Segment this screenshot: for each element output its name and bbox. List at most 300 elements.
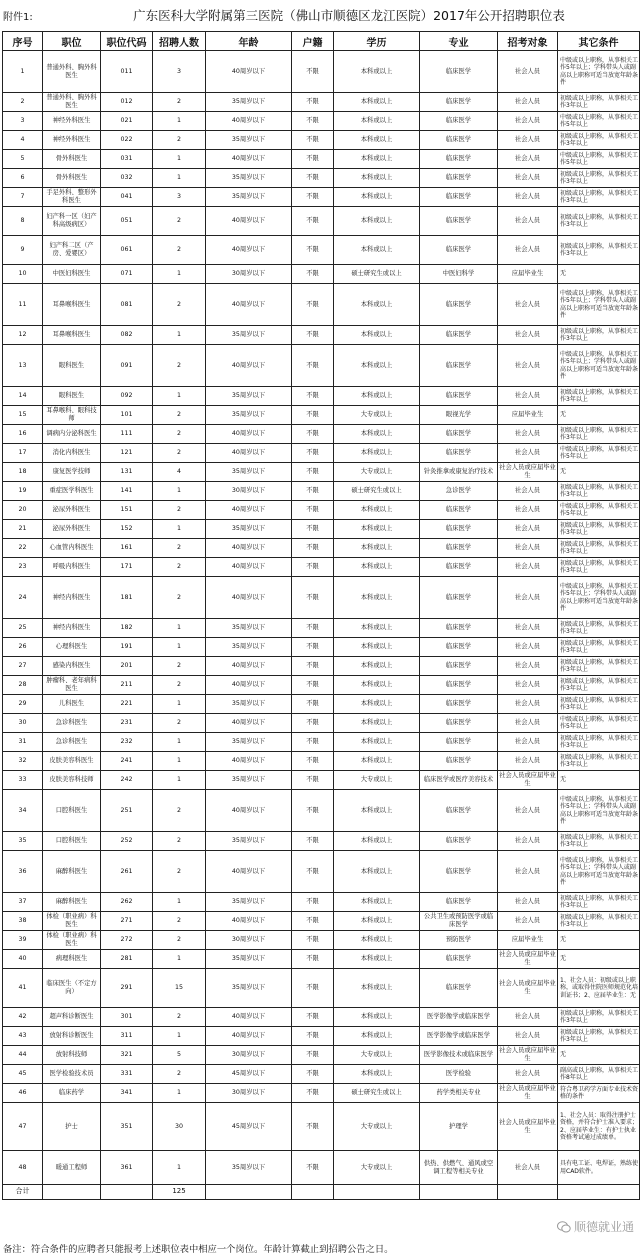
cell-other: 初级或以上职称，从事相关工作3年以上 bbox=[558, 169, 640, 188]
table-row bbox=[3, 1065, 640, 1084]
table-row bbox=[3, 406, 640, 425]
cell-position: 神经外科医生 bbox=[43, 131, 101, 150]
cell-index: 6 bbox=[3, 169, 43, 188]
col-header-code: 职位代码 bbox=[101, 32, 153, 51]
cell-education: 本科或以上 bbox=[334, 676, 420, 695]
cell-index: 28 bbox=[3, 676, 43, 695]
cell-other: 中级或以上职称，从事相关工作5年以上；学科带头人或副高以上职称可适当放宽年龄条件 bbox=[558, 51, 640, 93]
cell-index: 7 bbox=[3, 188, 43, 207]
total-empty-cell bbox=[498, 1185, 558, 1200]
table-row bbox=[3, 463, 640, 482]
cell-target: 社会人员 bbox=[498, 51, 558, 93]
cell-major: 临床医学 bbox=[420, 93, 498, 112]
table-row bbox=[3, 539, 640, 558]
table-row bbox=[3, 714, 640, 733]
cell-education: 大专或以上 bbox=[334, 1046, 420, 1065]
cell-code: 081 bbox=[101, 284, 153, 326]
cell-position: 超声科诊断医生 bbox=[43, 1008, 101, 1027]
cell-major: 临床医学 bbox=[420, 207, 498, 236]
cell-age: 40周岁以下 bbox=[206, 577, 292, 619]
cell-hukou: 不限 bbox=[292, 752, 334, 771]
cell-count: 1 bbox=[153, 619, 206, 638]
cell-index: 26 bbox=[3, 638, 43, 657]
cell-age: 40周岁以下 bbox=[206, 236, 292, 265]
cell-other: 初级或以上职称，从事相关工作3年以上 bbox=[558, 387, 640, 406]
cell-count: 1 bbox=[153, 150, 206, 169]
cell-target: 社会人员 bbox=[498, 676, 558, 695]
table-row bbox=[3, 501, 640, 520]
cell-other: 中级或以上职称，从事相关工作5年以上 bbox=[558, 501, 640, 520]
cell-age: 45周岁以下 bbox=[206, 1065, 292, 1084]
cell-other: 初级或以上职称，从事相关工作3年以上 bbox=[558, 657, 640, 676]
cell-hukou: 不限 bbox=[292, 326, 334, 345]
cell-education: 本科或以上 bbox=[334, 752, 420, 771]
cell-education: 本科或以上 bbox=[334, 893, 420, 912]
cell-count: 4 bbox=[153, 463, 206, 482]
cell-major: 眼视光学 bbox=[420, 406, 498, 425]
cell-hukou: 不限 bbox=[292, 387, 334, 406]
cell-hukou: 不限 bbox=[292, 1008, 334, 1027]
cell-other: 初级或以上职称，从事相关工作3年以上 bbox=[558, 695, 640, 714]
table-row bbox=[3, 284, 640, 326]
cell-code: 091 bbox=[101, 345, 153, 387]
cell-major: 针灸推拿或康复治疗技术 bbox=[420, 463, 498, 482]
cell-target: 社会人员 bbox=[498, 236, 558, 265]
cell-target: 社会人员或应届毕业生 bbox=[498, 463, 558, 482]
cell-index: 22 bbox=[3, 539, 43, 558]
cell-count: 30 bbox=[153, 1103, 206, 1151]
attachment-label: 附件1: bbox=[3, 12, 33, 23]
cell-count: 2 bbox=[153, 406, 206, 425]
cell-target: 社会人员 bbox=[498, 1027, 558, 1046]
cell-education: 本科或以上 bbox=[334, 790, 420, 832]
table-row bbox=[3, 131, 640, 150]
cell-major: 临床医学 bbox=[420, 695, 498, 714]
cell-code: 171 bbox=[101, 558, 153, 577]
cell-other: 中级或以上职称，从事相关工作5年以上 bbox=[558, 112, 640, 131]
cell-index: 25 bbox=[3, 619, 43, 638]
cell-hukou: 不限 bbox=[292, 112, 334, 131]
cell-age: 30周岁以下 bbox=[206, 1046, 292, 1065]
cell-other: 副高或以上职称，从事相关工作8年以上 bbox=[558, 1065, 640, 1084]
cell-code: 261 bbox=[101, 851, 153, 893]
cell-index: 36 bbox=[3, 851, 43, 893]
cell-position: 泌尿外科医生 bbox=[43, 501, 101, 520]
cell-count: 1 bbox=[153, 520, 206, 539]
cell-major: 临床医学 bbox=[420, 501, 498, 520]
cell-target: 社会人员 bbox=[498, 912, 558, 931]
cell-position: 口腔科医生 bbox=[43, 832, 101, 851]
cell-education: 本科或以上 bbox=[334, 558, 420, 577]
cell-other: 初级或以上职称，从事相关工作3年以上 bbox=[558, 733, 640, 752]
cell-major: 临床医学 bbox=[420, 326, 498, 345]
cell-index: 4 bbox=[3, 131, 43, 150]
cell-hukou: 不限 bbox=[292, 1065, 334, 1084]
cell-target: 社会人员或应届毕业生 bbox=[498, 1084, 558, 1103]
cell-hukou: 不限 bbox=[292, 236, 334, 265]
cell-other: 无 bbox=[558, 1046, 640, 1065]
cell-age: 40周岁以下 bbox=[206, 51, 292, 93]
cell-education: 本科或以上 bbox=[334, 425, 420, 444]
cell-count: 2 bbox=[153, 558, 206, 577]
cell-code: 032 bbox=[101, 169, 153, 188]
cell-major: 公共卫生或预防医学或临床医学 bbox=[420, 912, 498, 931]
cell-target: 应届毕业生 bbox=[498, 931, 558, 950]
cell-count: 1 bbox=[153, 1084, 206, 1103]
table-row bbox=[3, 150, 640, 169]
cell-major: 临床医学 bbox=[420, 345, 498, 387]
cell-count: 1 bbox=[153, 387, 206, 406]
cell-hukou: 不限 bbox=[292, 695, 334, 714]
cell-hukou: 不限 bbox=[292, 93, 334, 112]
cell-position: 泌尿外科医生 bbox=[43, 520, 101, 539]
cell-age: 35周岁以下 bbox=[206, 463, 292, 482]
cell-other: 中级或以上职称，从事相关工作5年以上；学科带头人或副高以上职称可适当放宽年龄条件 bbox=[558, 790, 640, 832]
cell-index: 45 bbox=[3, 1065, 43, 1084]
cell-age: 35周岁以下 bbox=[206, 520, 292, 539]
cell-other: 初级或以上职称，从事相关工作3年以上 bbox=[558, 131, 640, 150]
cell-age: 40周岁以下 bbox=[206, 912, 292, 931]
cell-major: 医学检验 bbox=[420, 1065, 498, 1084]
cell-index: 5 bbox=[3, 150, 43, 169]
cell-education: 本科或以上 bbox=[334, 520, 420, 539]
cell-position: 急诊科医生 bbox=[43, 733, 101, 752]
cell-position: 神经内科医生 bbox=[43, 619, 101, 638]
cell-age: 40周岁以下 bbox=[206, 444, 292, 463]
cell-target: 社会人员 bbox=[498, 326, 558, 345]
cell-education: 大专或以上 bbox=[334, 406, 420, 425]
cell-position: 中医妇科医生 bbox=[43, 265, 101, 284]
cell-code: 041 bbox=[101, 188, 153, 207]
cell-index: 34 bbox=[3, 790, 43, 832]
cell-index: 37 bbox=[3, 893, 43, 912]
col-header-position: 职位 bbox=[43, 32, 101, 51]
cell-code: 351 bbox=[101, 1103, 153, 1151]
cell-major: 临床医学 bbox=[420, 752, 498, 771]
cell-age: 35周岁以下 bbox=[206, 326, 292, 345]
cell-major: 临床医学 bbox=[420, 676, 498, 695]
cell-index: 13 bbox=[3, 345, 43, 387]
cell-major: 临床医学 bbox=[420, 236, 498, 265]
cell-code: 011 bbox=[101, 51, 153, 93]
cell-position: 调病内分泌科医生 bbox=[43, 425, 101, 444]
cell-count: 1 bbox=[153, 893, 206, 912]
cell-hukou: 不限 bbox=[292, 501, 334, 520]
cell-major: 临床医学 bbox=[420, 188, 498, 207]
cell-target: 应届毕业生 bbox=[498, 265, 558, 284]
cell-hukou: 不限 bbox=[292, 832, 334, 851]
cell-index: 12 bbox=[3, 326, 43, 345]
table-row bbox=[3, 619, 640, 638]
cell-position: 麻醉科医生 bbox=[43, 893, 101, 912]
cell-age: 35周岁以下 bbox=[206, 832, 292, 851]
cell-count: 1 bbox=[153, 771, 206, 790]
cell-target: 社会人员 bbox=[498, 188, 558, 207]
cell-education: 本科或以上 bbox=[334, 733, 420, 752]
table-row bbox=[3, 1027, 640, 1046]
cell-age: 35周岁以下 bbox=[206, 950, 292, 969]
cell-age: 35周岁以下 bbox=[206, 188, 292, 207]
cell-hukou: 不限 bbox=[292, 851, 334, 893]
total-empty-cell bbox=[101, 1185, 153, 1200]
cell-age: 40周岁以下 bbox=[206, 284, 292, 326]
cell-index: 17 bbox=[3, 444, 43, 463]
cell-code: 121 bbox=[101, 444, 153, 463]
col-header-hukou: 户籍 bbox=[292, 32, 334, 51]
cell-position: 口腔科医生 bbox=[43, 790, 101, 832]
cell-position: 临床药学 bbox=[43, 1084, 101, 1103]
cell-major: 临床医学 bbox=[420, 112, 498, 131]
cell-position: 康复医学技师 bbox=[43, 463, 101, 482]
cell-education: 硕士研究生或以上 bbox=[334, 482, 420, 501]
cell-code: 241 bbox=[101, 752, 153, 771]
cell-other: 初级或以上职称，从事相关工作3年以上 bbox=[558, 893, 640, 912]
cell-education: 大专或以上 bbox=[334, 1103, 420, 1151]
cell-count: 3 bbox=[153, 188, 206, 207]
cell-other: 1、社会人员：初级或以上职称，或取得住院医师规范化培训证书；2、应届毕业生：无 bbox=[558, 969, 640, 1008]
cell-education: 大专或以上 bbox=[334, 1151, 420, 1185]
cell-index: 41 bbox=[3, 969, 43, 1008]
cell-other: 初级或以上职称，从事相关工作3年以上 bbox=[558, 425, 640, 444]
cell-other: 中级或以上职称，从事相关工作5年以上；学科带头人或副高以上职称可适当放宽年龄条件 bbox=[558, 284, 640, 326]
cell-hukou: 不限 bbox=[292, 539, 334, 558]
cell-major: 临床医学 bbox=[420, 638, 498, 657]
cell-age: 40周岁以下 bbox=[206, 501, 292, 520]
cell-target: 社会人员 bbox=[498, 733, 558, 752]
cell-code: 252 bbox=[101, 832, 153, 851]
table-row bbox=[3, 790, 640, 832]
cell-other: 1、社会人员：取得注册护士资格，并符合护士准入要求；2、应届毕业生：有护士执业资格考试通过成绩单。 bbox=[558, 1103, 640, 1151]
cell-count: 2 bbox=[153, 444, 206, 463]
cell-code: 291 bbox=[101, 969, 153, 1008]
cell-position: 普通外科、胸外科医生 bbox=[43, 93, 101, 112]
cell-hukou: 不限 bbox=[292, 950, 334, 969]
cell-position: 呼吸内科医生 bbox=[43, 558, 101, 577]
document-header bbox=[0, 0, 640, 30]
cell-target: 社会人员 bbox=[498, 638, 558, 657]
cell-count: 1 bbox=[153, 169, 206, 188]
cell-target: 社会人员 bbox=[498, 695, 558, 714]
cell-index: 1 bbox=[3, 51, 43, 93]
cell-count: 2 bbox=[153, 832, 206, 851]
col-header-target: 招考对象 bbox=[498, 32, 558, 51]
cell-education: 本科或以上 bbox=[334, 931, 420, 950]
cell-education: 本科或以上 bbox=[334, 236, 420, 265]
cell-index: 15 bbox=[3, 406, 43, 425]
table-row bbox=[3, 638, 640, 657]
cell-age: 40周岁以下 bbox=[206, 558, 292, 577]
cell-position: 骨外科医生 bbox=[43, 150, 101, 169]
cell-major: 医学影像学或临床医学 bbox=[420, 1027, 498, 1046]
cell-age: 40周岁以下 bbox=[206, 112, 292, 131]
cell-code: 191 bbox=[101, 638, 153, 657]
cell-code: 161 bbox=[101, 539, 153, 558]
cell-code: 242 bbox=[101, 771, 153, 790]
cell-major: 临床医学 bbox=[420, 387, 498, 406]
cell-count: 5 bbox=[153, 1046, 206, 1065]
cell-other: 中级或以上职称，从事相关工作5年以上；学科带头人或副高以上职称可适当放宽年龄条件 bbox=[558, 851, 640, 893]
cell-major: 预防医学 bbox=[420, 931, 498, 950]
cell-code: 221 bbox=[101, 695, 153, 714]
cell-age: 35周岁以下 bbox=[206, 638, 292, 657]
cell-count: 2 bbox=[153, 284, 206, 326]
cell-index: 43 bbox=[3, 1027, 43, 1046]
cell-other: 无 bbox=[558, 265, 640, 284]
cell-major: 临床医学 bbox=[420, 832, 498, 851]
cell-code: 251 bbox=[101, 790, 153, 832]
cell-hukou: 不限 bbox=[292, 1103, 334, 1151]
cell-hukou: 不限 bbox=[292, 265, 334, 284]
cell-other: 无 bbox=[558, 931, 640, 950]
table-row bbox=[3, 425, 640, 444]
cell-code: 201 bbox=[101, 657, 153, 676]
cell-major: 临床医学 bbox=[420, 950, 498, 969]
table-row bbox=[3, 51, 640, 93]
col-header-index: 序号 bbox=[3, 32, 43, 51]
cell-count: 2 bbox=[153, 425, 206, 444]
cell-code: 051 bbox=[101, 207, 153, 236]
table-row bbox=[3, 482, 640, 501]
table-row bbox=[3, 169, 640, 188]
table-header-row bbox=[3, 32, 640, 51]
cell-code: 182 bbox=[101, 619, 153, 638]
total-row bbox=[3, 1185, 640, 1200]
cell-index: 47 bbox=[3, 1103, 43, 1151]
cell-education: 本科或以上 bbox=[334, 695, 420, 714]
cell-index: 35 bbox=[3, 832, 43, 851]
cell-target: 社会人员 bbox=[498, 657, 558, 676]
cell-code: 111 bbox=[101, 425, 153, 444]
cell-major: 临床医学 bbox=[420, 284, 498, 326]
cell-position: 体检（职业病）科医生 bbox=[43, 931, 101, 950]
cell-count: 2 bbox=[153, 131, 206, 150]
cell-index: 32 bbox=[3, 752, 43, 771]
cell-hukou: 不限 bbox=[292, 51, 334, 93]
cell-hukou: 不限 bbox=[292, 188, 334, 207]
cell-code: 271 bbox=[101, 912, 153, 931]
cell-major: 临床医学 bbox=[420, 558, 498, 577]
cell-other: 无 bbox=[558, 406, 640, 425]
cell-target: 社会人员 bbox=[498, 150, 558, 169]
cell-hukou: 不限 bbox=[292, 444, 334, 463]
cell-code: 092 bbox=[101, 387, 153, 406]
cell-code: 082 bbox=[101, 326, 153, 345]
cell-position: 放射科诊断医生 bbox=[43, 1027, 101, 1046]
cell-index: 40 bbox=[3, 950, 43, 969]
cell-target: 社会人员 bbox=[498, 112, 558, 131]
col-header-age: 年龄 bbox=[206, 32, 292, 51]
col-header-other: 其它条件 bbox=[558, 32, 640, 51]
cell-hukou: 不限 bbox=[292, 676, 334, 695]
cell-education: 本科或以上 bbox=[334, 1027, 420, 1046]
cell-hukou: 不限 bbox=[292, 1151, 334, 1185]
cell-position: 体检（职业病）科医生 bbox=[43, 912, 101, 931]
cell-target: 社会人员 bbox=[498, 851, 558, 893]
table-row bbox=[3, 345, 640, 387]
table-row bbox=[3, 326, 640, 345]
cell-major: 临床医学或医疗美容技术 bbox=[420, 771, 498, 790]
cell-target: 社会人员 bbox=[498, 619, 558, 638]
cell-other: 中级或以上职称，从事相关工作5年以上 bbox=[558, 150, 640, 169]
cell-education: 本科或以上 bbox=[334, 832, 420, 851]
recruitment-table bbox=[2, 31, 640, 1200]
cell-count: 1 bbox=[153, 482, 206, 501]
cell-target: 社会人员 bbox=[498, 832, 558, 851]
col-header-count: 招聘人数 bbox=[153, 32, 206, 51]
cell-count: 2 bbox=[153, 93, 206, 112]
cell-hukou: 不限 bbox=[292, 733, 334, 752]
cell-other: 具有电工证、电焊证，熟练使用CAD软件。 bbox=[558, 1151, 640, 1185]
cell-index: 18 bbox=[3, 463, 43, 482]
cell-age: 40周岁以下 bbox=[206, 790, 292, 832]
cell-target: 社会人员或应届毕业生 bbox=[498, 1103, 558, 1151]
cell-position: 神经外科医生 bbox=[43, 112, 101, 131]
cell-count: 1 bbox=[153, 326, 206, 345]
cell-age: 35周岁以下 bbox=[206, 771, 292, 790]
cell-education: 本科或以上 bbox=[334, 284, 420, 326]
cell-major: 临床医学 bbox=[420, 520, 498, 539]
table-row bbox=[3, 112, 640, 131]
cell-count: 2 bbox=[153, 501, 206, 520]
cell-major: 急诊医学 bbox=[420, 482, 498, 501]
cell-target: 社会人员 bbox=[498, 387, 558, 406]
cell-major: 临床医学 bbox=[420, 790, 498, 832]
table-row bbox=[3, 93, 640, 112]
cell-other: 初级或以上职称，从事相关工作3年以上 bbox=[558, 326, 640, 345]
cell-education: 本科或以上 bbox=[334, 345, 420, 387]
cell-other: 初级或以上职称，从事相关工作3年以上 bbox=[558, 520, 640, 539]
cell-position: 麻醉科医生 bbox=[43, 851, 101, 893]
cell-index: 31 bbox=[3, 733, 43, 752]
table-body bbox=[3, 51, 640, 1200]
total-empty-cell bbox=[334, 1185, 420, 1200]
cell-target: 社会人员 bbox=[498, 893, 558, 912]
cell-position: 手足外科、整形外科医生 bbox=[43, 188, 101, 207]
cell-hukou: 不限 bbox=[292, 284, 334, 326]
cell-age: 35周岁以下 bbox=[206, 131, 292, 150]
cell-other: 符合粤卫药学方面专业技术资格的条件 bbox=[558, 1084, 640, 1103]
cell-hukou: 不限 bbox=[292, 714, 334, 733]
cell-target: 社会人员 bbox=[498, 207, 558, 236]
cell-hukou: 不限 bbox=[292, 577, 334, 619]
cell-age: 30周岁以下 bbox=[206, 1084, 292, 1103]
cell-other: 初级或以上职称，从事相关工作3年以上 bbox=[558, 188, 640, 207]
cell-index: 44 bbox=[3, 1046, 43, 1065]
cell-hukou: 不限 bbox=[292, 345, 334, 387]
cell-age: 40周岁以下 bbox=[206, 714, 292, 733]
watermark-text: 顺德就业通 bbox=[573, 1220, 634, 1234]
cell-other: 初级或以上职称，从事相关工作3年以上 bbox=[558, 676, 640, 695]
cell-major: 医学影像学或临床医学 bbox=[420, 1008, 498, 1027]
cell-code: 031 bbox=[101, 150, 153, 169]
cell-code: 262 bbox=[101, 893, 153, 912]
cell-position: 皮肤美容科技师 bbox=[43, 771, 101, 790]
table-row bbox=[3, 676, 640, 695]
cell-education: 本科或以上 bbox=[334, 577, 420, 619]
cell-count: 2 bbox=[153, 577, 206, 619]
cell-other: 无 bbox=[558, 771, 640, 790]
cell-index: 24 bbox=[3, 577, 43, 619]
table-row bbox=[3, 733, 640, 752]
table-row bbox=[3, 387, 640, 406]
cell-other: 初级或以上职称，从事相关工作3年以上 bbox=[558, 912, 640, 931]
cell-other: 初级或以上职称，从事相关工作3年以上 bbox=[558, 1027, 640, 1046]
cell-code: 012 bbox=[101, 93, 153, 112]
cell-count: 2 bbox=[153, 790, 206, 832]
cell-count: 2 bbox=[153, 345, 206, 387]
cell-age: 40周岁以下 bbox=[206, 1027, 292, 1046]
cell-hukou: 不限 bbox=[292, 463, 334, 482]
